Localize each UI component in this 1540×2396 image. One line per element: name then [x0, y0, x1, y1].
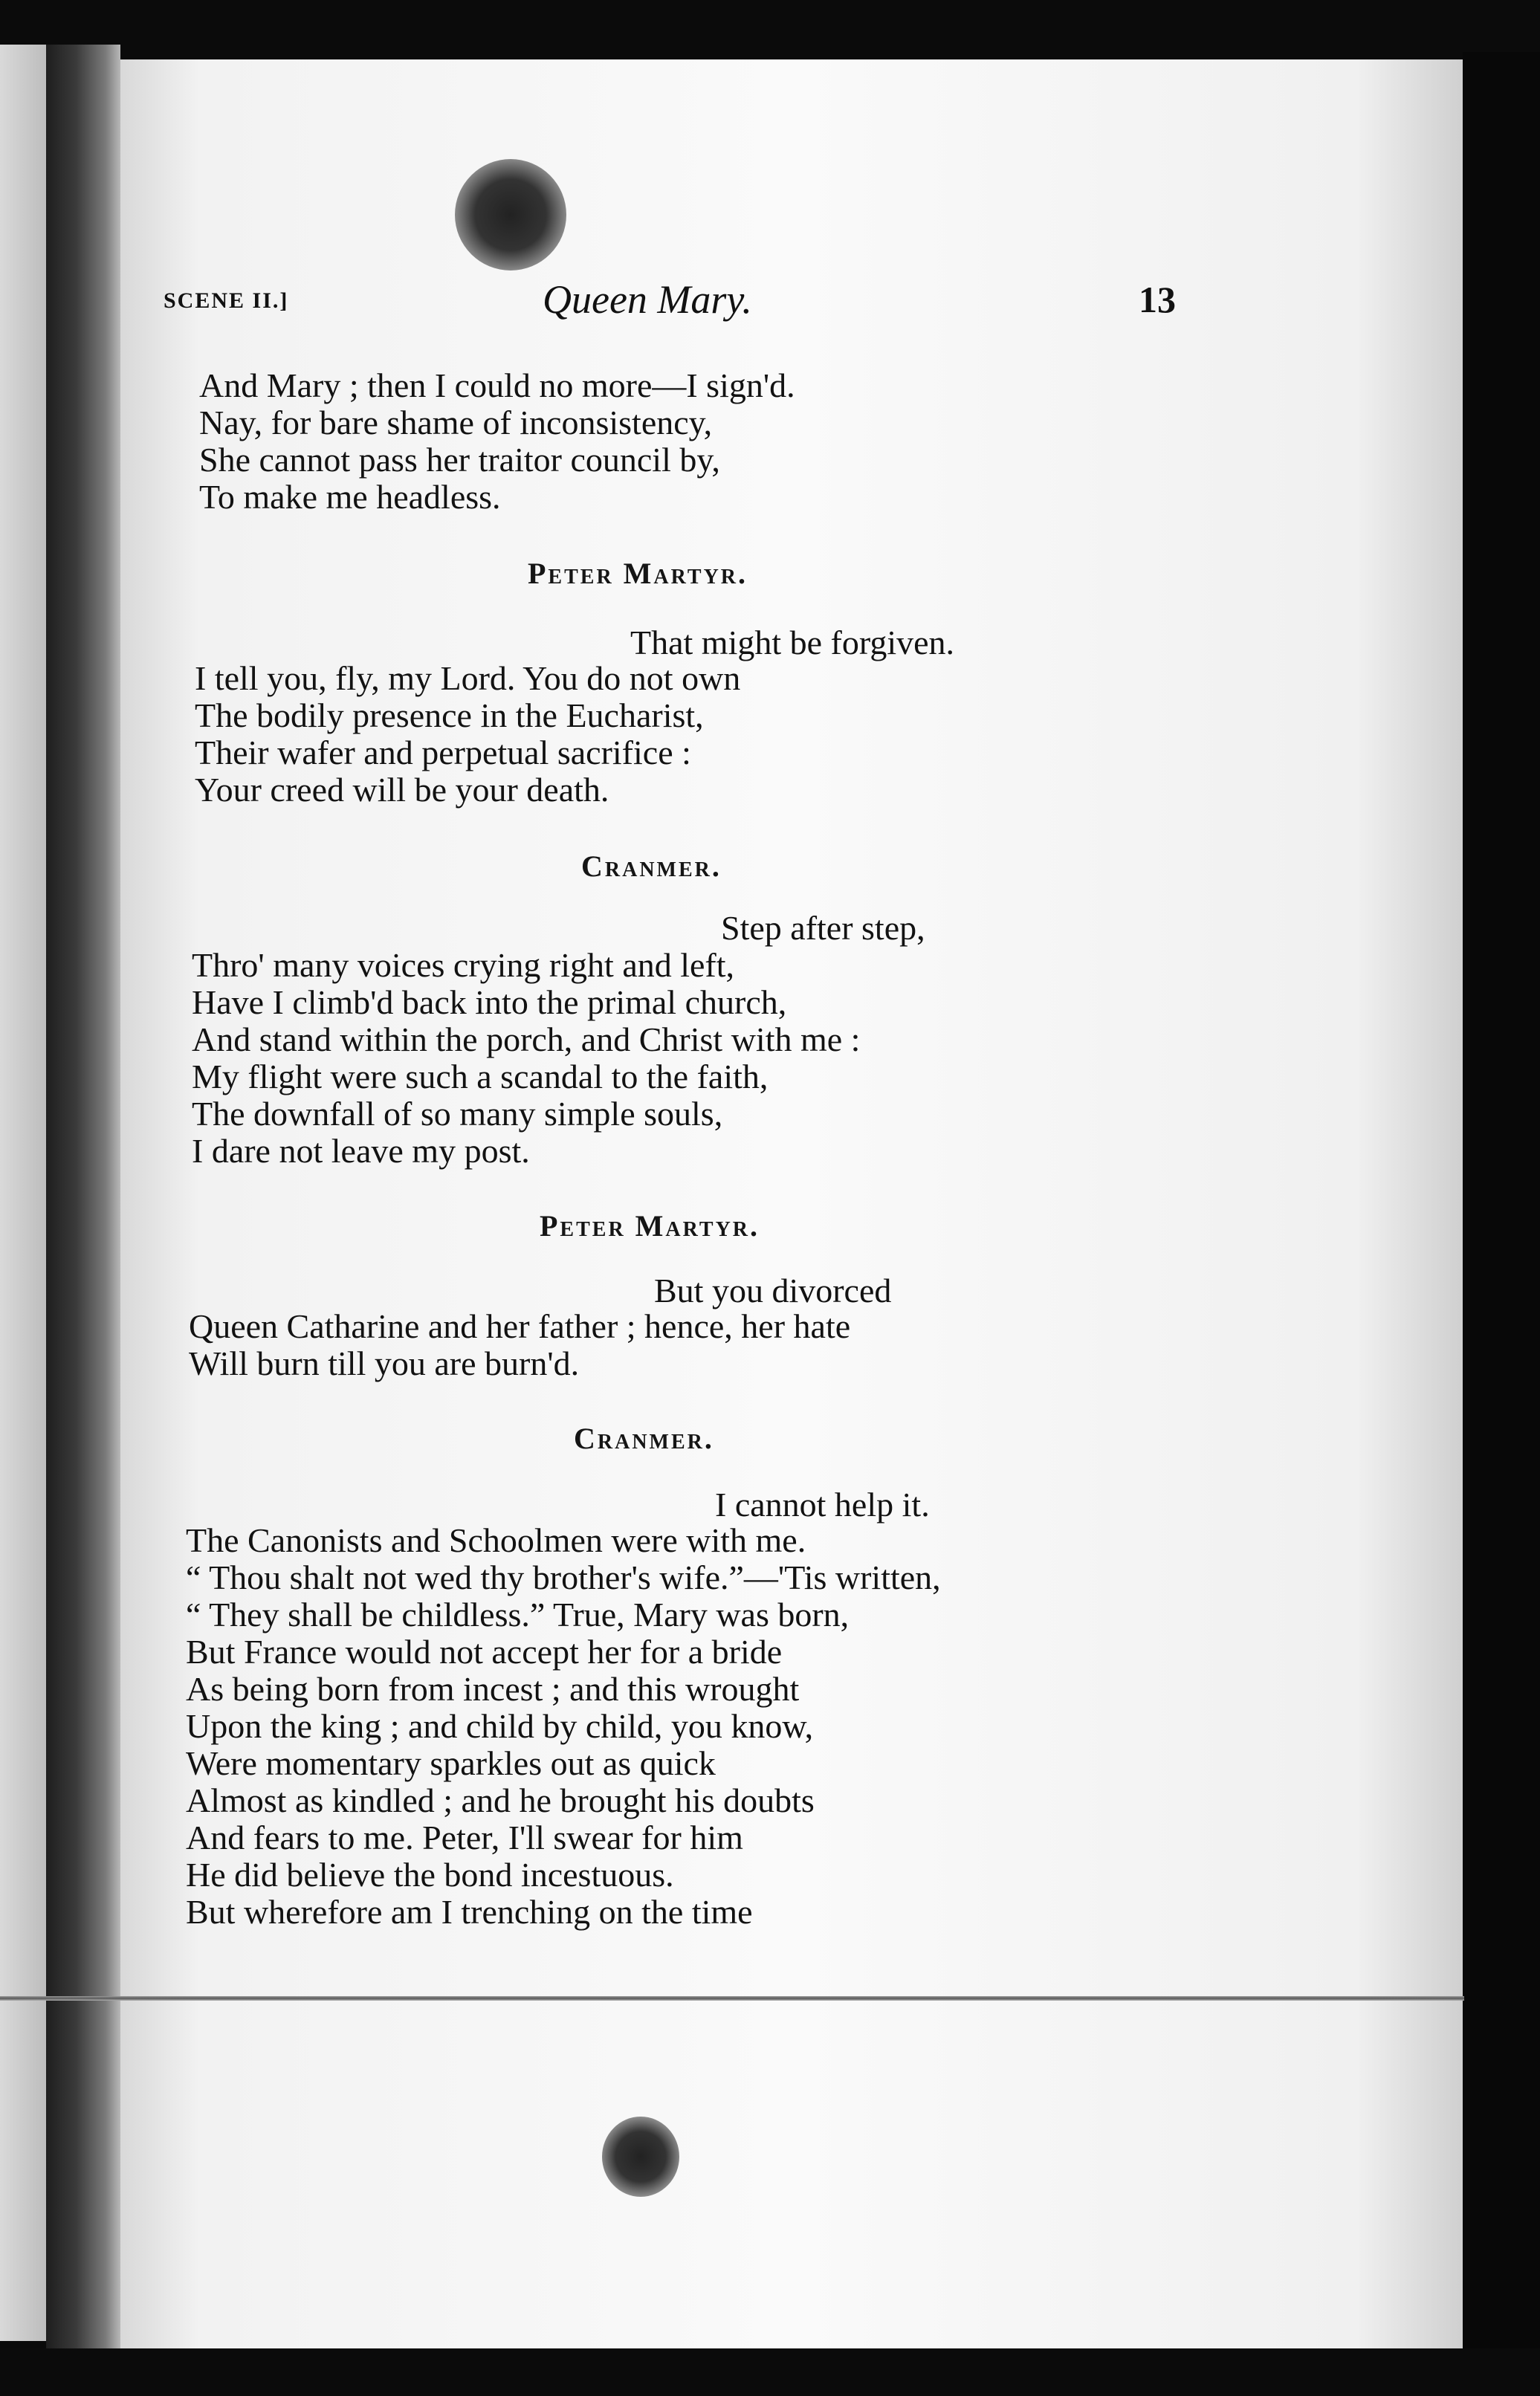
- verse-block: [195, 660, 740, 809]
- verse-block: [192, 947, 860, 1170]
- ink-stain-top: [455, 159, 566, 271]
- verse-block: [199, 367, 795, 516]
- verse-line: Were momentary sparkles out as quick: [186, 1744, 716, 1782]
- verse-line: The Canonists and Schoolmen were with me.: [186, 1521, 806, 1559]
- speaker-name: Peter Martyr.: [528, 557, 748, 590]
- running-title: Queen Mary.: [543, 277, 752, 322]
- speaker-name: Cranmer.: [581, 849, 722, 883]
- verse-line: And Mary ; then I could no more—I sign'd.: [199, 366, 795, 404]
- page-fold-line: [0, 1996, 1464, 2001]
- verse-line: “ Thou shalt not wed thy brother's wife.”—'Tis written,: [186, 1558, 941, 1596]
- verse-line: Nay, for bare shame of inconsistency,: [199, 404, 713, 441]
- verse-line: As being born from incest ; and this wrought: [186, 1670, 800, 1708]
- scan-top-border: [0, 0, 1540, 59]
- verse-line: Their wafer and perpetual sacrifice :: [195, 734, 691, 771]
- verse-line: But wherefore am I trenching on the time: [186, 1893, 753, 1931]
- verse-line: Thro' many voices crying right and left,: [192, 946, 735, 984]
- verse-line: Queen Catharine and her father ; hence, her hate: [189, 1307, 851, 1345]
- verse-line: My flight were such a scandal to the faith,: [192, 1058, 769, 1095]
- verse-line: He did believe the bond incestuous.: [186, 1856, 674, 1894]
- speaker-name: Cranmer.: [574, 1422, 714, 1455]
- verse-line: And fears to me. Peter, I'll swear for him: [186, 1819, 743, 1856]
- verse-line: To make me headless.: [199, 478, 501, 516]
- verse-line: And stand within the porch, and Christ with me :: [192, 1020, 861, 1058]
- verse-line: The bodily presence in the Eucharist,: [195, 696, 704, 734]
- page-gutter-shadow: [46, 45, 120, 2348]
- scan-right-border: [1463, 52, 1540, 2396]
- verse-line: Will burn till you are burn'd.: [189, 1344, 580, 1382]
- scan-bottom-border: [0, 2348, 1540, 2396]
- half-line: That might be forgiven.: [630, 624, 955, 661]
- ink-stain-bottom: [602, 2117, 679, 2197]
- verse-line: I dare not leave my post.: [192, 1132, 530, 1170]
- scene-label: SCENE II.]: [164, 288, 289, 313]
- verse-line: She cannot pass her traitor council by,: [199, 441, 720, 479]
- verse-line: Almost as kindled ; and he brought his doubts: [186, 1781, 815, 1819]
- verse-line: Your creed will be your death.: [195, 771, 609, 809]
- verse-line: The downfall of so many simple souls,: [192, 1095, 723, 1133]
- speaker-name: Peter Martyr.: [540, 1209, 760, 1243]
- half-line: I cannot help it.: [715, 1486, 930, 1524]
- running-header: [164, 276, 1204, 328]
- verse-line: But France would not accept her for a bride: [186, 1633, 783, 1671]
- verse-line: Upon the king ; and child by child, you know,: [186, 1707, 814, 1745]
- verse-line: I tell you, fly, my Lord. You do not own: [195, 659, 741, 697]
- page-number: 13: [1139, 279, 1176, 320]
- verse-line: Have I climb'd back into the primal church,: [192, 983, 787, 1021]
- verse-block: [189, 1308, 850, 1382]
- half-line: But you divorced: [654, 1272, 892, 1309]
- half-line: Step after step,: [721, 909, 925, 947]
- verse-line: “ They shall be childless.” True, Mary was born,: [186, 1596, 850, 1634]
- verse-block: [186, 1522, 941, 1931]
